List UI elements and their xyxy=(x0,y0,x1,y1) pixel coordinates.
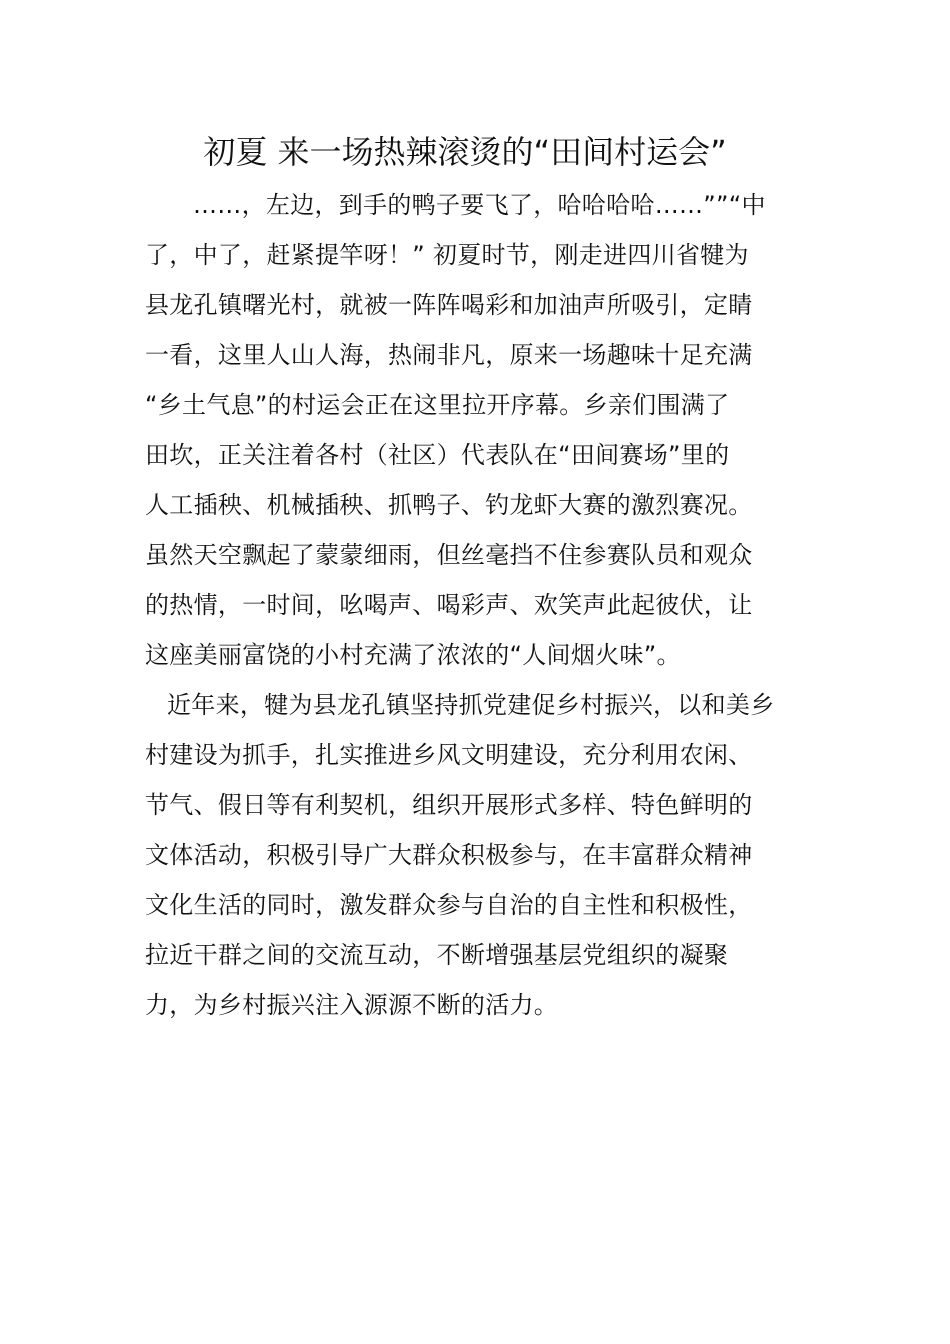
paragraph-line: 田坎，正关注着各村（社区）代表队在“田间赛场”里的 xyxy=(145,441,730,469)
paragraph-line: 虽然天空飘起了蒙蒙细雨，但丝毫挡不住参赛队员和观众 xyxy=(145,541,753,569)
paragraph-line: 文体活动，积极引导广大群众积极参与，在丰富群众精神 xyxy=(145,841,753,869)
paragraph-2 xyxy=(145,680,815,1030)
paragraph-1 xyxy=(145,180,815,680)
paragraph-line: 县龙孔镇曙光村，就被一阵阵喝彩和加油声所吸引，定睛 xyxy=(145,291,753,319)
paragraph-line: 近年来，犍为县龙孔镇坚持抓党建促乡村振兴，以和美乡 xyxy=(167,691,775,719)
paragraph-line: 文化生活的同时，激发群众参与自治的自主性和积极性， xyxy=(145,891,753,919)
paragraph-line: 的热情，一时间，吆喝声、喝彩声、欢笑声此起彼伏，让 xyxy=(145,591,753,619)
paragraph-line: 拉近干群之间的交流互动，不断增强基层党组织的凝聚 xyxy=(145,941,729,969)
paragraph-line: 一看，这里人山人海，热闹非凡，原来一场趣味十足充满 xyxy=(145,341,753,369)
paragraph-line: ……，左边，到手的鸭子要飞了，哈哈哈哈……””“中 xyxy=(193,191,766,219)
document-body xyxy=(145,180,815,1030)
paragraph-line: 村建设为抓手，扎实推进乡风文明建设，充分利用农闲、 xyxy=(145,741,753,769)
paragraph-line: 节气、假日等有利契机，组织开展形式多样、特色鲜明的 xyxy=(145,791,753,819)
document-title: 初夏 来一场热辣滚烫的“田间村运会” xyxy=(203,133,727,171)
paragraph-line: 力，为乡村振兴注入源源不断的活力。 xyxy=(145,991,559,1019)
paragraph-line: 了，中了，赶紧提竿呀！” 初夏时节，刚走进四川省犍为 xyxy=(145,241,749,269)
paragraph-line: “乡土气息”的村运会正在这里拉开序幕。乡亲们围满了 xyxy=(145,391,730,419)
paragraph-line: 人工插秧、机械插秧、抓鸭子、钓龙虾大赛的激烈赛况。 xyxy=(145,491,753,519)
paragraph-line: 这座美丽富饶的小村充满了浓浓的“人间烟火味”。 xyxy=(145,641,681,669)
